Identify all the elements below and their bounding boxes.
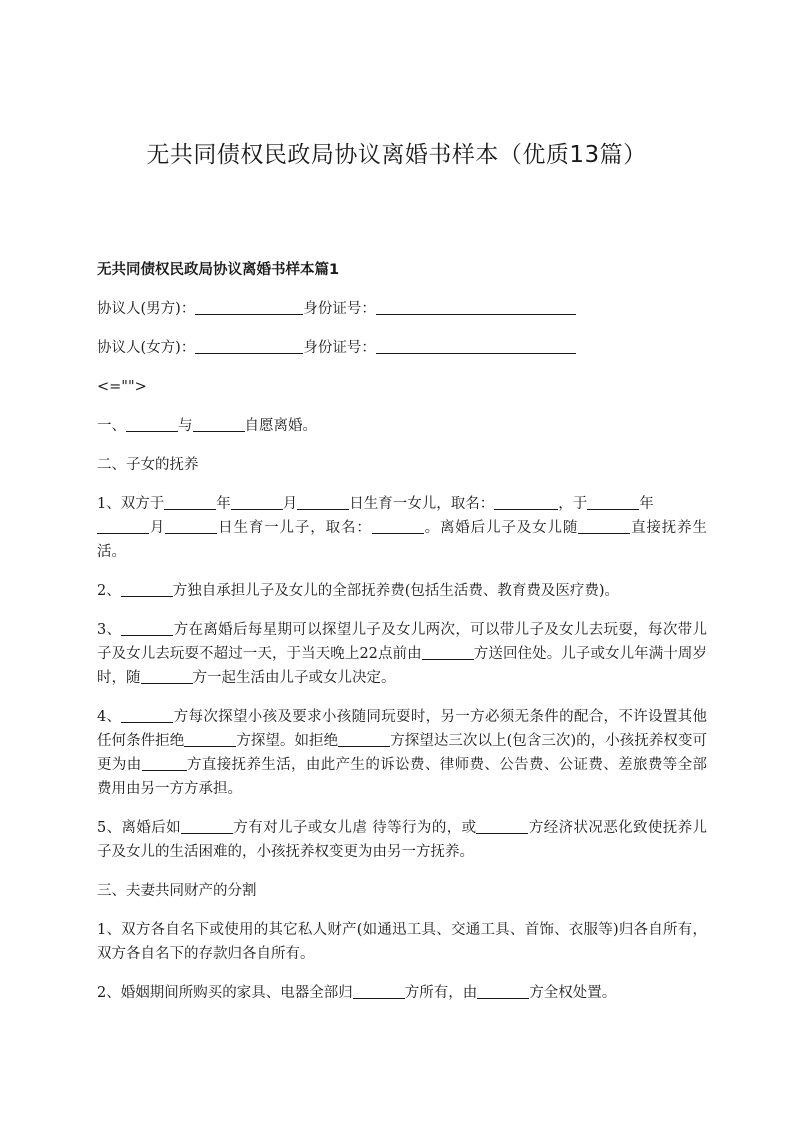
text: 方全权处置。 <box>529 985 617 1001</box>
clause-one-suffix: 自愿离婚。 <box>244 418 317 434</box>
document-body <box>97 258 707 1020</box>
text: 4、 <box>97 709 122 725</box>
code-artifact-line: <=""> <box>97 379 147 395</box>
text: ，于 <box>558 496 588 512</box>
blank <box>476 817 528 834</box>
blank <box>494 493 558 510</box>
party-female-id-label: 身份证号： <box>303 340 376 356</box>
party-male-label: 协议人(男方)： <box>97 301 196 317</box>
blank <box>121 706 173 723</box>
clause-one-prefix: 一、 <box>97 418 126 434</box>
blank <box>477 982 529 999</box>
blank <box>231 493 283 510</box>
text: 方直接抚养生活，由此产生的诉讼费、律师费、公告费、公证费、差旅费等全部费用由另一方方承担。 <box>97 757 708 797</box>
item-2-2 <box>97 579 707 603</box>
party-female-id-blank <box>376 337 576 354</box>
party-male-id-label: 身份证号： <box>303 301 376 317</box>
text: 1、双方于 <box>97 496 165 512</box>
item-2-5 <box>97 816 707 864</box>
blank <box>121 580 173 597</box>
text: 2、 <box>97 583 121 599</box>
blank <box>142 754 187 771</box>
item-2-1 <box>97 492 707 564</box>
text: 2、婚姻期间所购买的家具、电器全部归 <box>97 985 353 1001</box>
blank <box>121 619 173 636</box>
section-title: 无共同债权民政局协议离婚书样本篇1 <box>97 262 340 278</box>
text: 方在离婚后每星期可以探望儿子及女儿两次，可以带儿子及女儿去玩耍，每次带儿子及女儿去玩耍不超过一天，于当天晚上22点前由 <box>97 622 707 662</box>
blank <box>578 517 630 534</box>
text: 日生育一儿子，取名： <box>217 520 372 536</box>
party-female-label: 协议人(女方)： <box>97 340 196 356</box>
party-male-line <box>97 297 707 321</box>
text: 直接抚养生活。 <box>97 520 708 560</box>
blank <box>353 982 405 999</box>
blank <box>193 415 245 432</box>
blank <box>422 643 474 660</box>
text: 方探望达三次以上(包含三次)的，小孩抚养权变可更为由 <box>97 733 708 773</box>
item-2-4 <box>97 705 707 801</box>
item-3-2 <box>97 981 707 1005</box>
blank <box>181 817 233 834</box>
item-3-1 <box>97 918 707 966</box>
text: 方一起生活由儿子或女儿决定。 <box>192 670 396 686</box>
text: 方每次探望小孩及要求小孩随同玩耍时，另一方必须无条件的配合，不许设置其他任何条件拒绝 <box>97 709 707 749</box>
text: 方经济状况恶化致使抚养儿子及女儿的生活困难的，小孩抚养权变更为由另一方抚养。 <box>97 820 708 860</box>
text: 月 <box>282 496 298 512</box>
blank <box>184 730 236 747</box>
text: 方探望。如拒绝 <box>236 733 339 749</box>
text: 方独自承担儿子及女儿的全部抚养费(包括生活费、教育费及医疗费)。 <box>172 583 620 599</box>
blank <box>297 493 349 510</box>
text: 5、离婚后如 <box>97 820 182 836</box>
party-male-name-blank <box>195 298 303 315</box>
text: 3、 <box>97 622 122 638</box>
text: 年 <box>216 496 231 512</box>
document-title: 无共同债权民政局协议离婚书样本（优质13篇） <box>146 142 647 168</box>
clause-one <box>97 414 707 438</box>
blank <box>165 517 217 534</box>
text: 方有对儿子或女儿虐 待等行为的，或 <box>233 820 477 836</box>
clause-one-mid: 与 <box>178 418 193 434</box>
party-male-id-blank <box>376 298 576 315</box>
text: 年 <box>639 496 654 512</box>
blank <box>126 415 178 432</box>
heading-two: 二、子女的抚养 <box>97 457 199 473</box>
blank <box>141 667 193 684</box>
party-female-name-blank <box>195 337 303 354</box>
blank <box>587 493 639 510</box>
text: 月 <box>149 520 166 536</box>
text: 方所有，由 <box>404 985 478 1001</box>
blank <box>372 517 424 534</box>
text: 。离婚后儿子及女儿随 <box>423 520 579 536</box>
party-female-line <box>97 336 707 360</box>
blank <box>97 517 149 534</box>
blank <box>338 730 390 747</box>
text: 方送回住处。儿子或女儿年满十周岁时，随 <box>97 646 708 686</box>
item-2-3 <box>97 618 707 690</box>
blank <box>164 493 216 510</box>
text: 1、双方各自名下或使用的其它私人财产(如通迅工具、交通工具、首饰、衣服等)归各自所有，双方各自名下的存款归各自所有。 <box>97 922 707 962</box>
text: 日生育一女儿，取名： <box>349 496 495 512</box>
heading-three: 三、夫妻共同财产的分割 <box>97 883 257 899</box>
